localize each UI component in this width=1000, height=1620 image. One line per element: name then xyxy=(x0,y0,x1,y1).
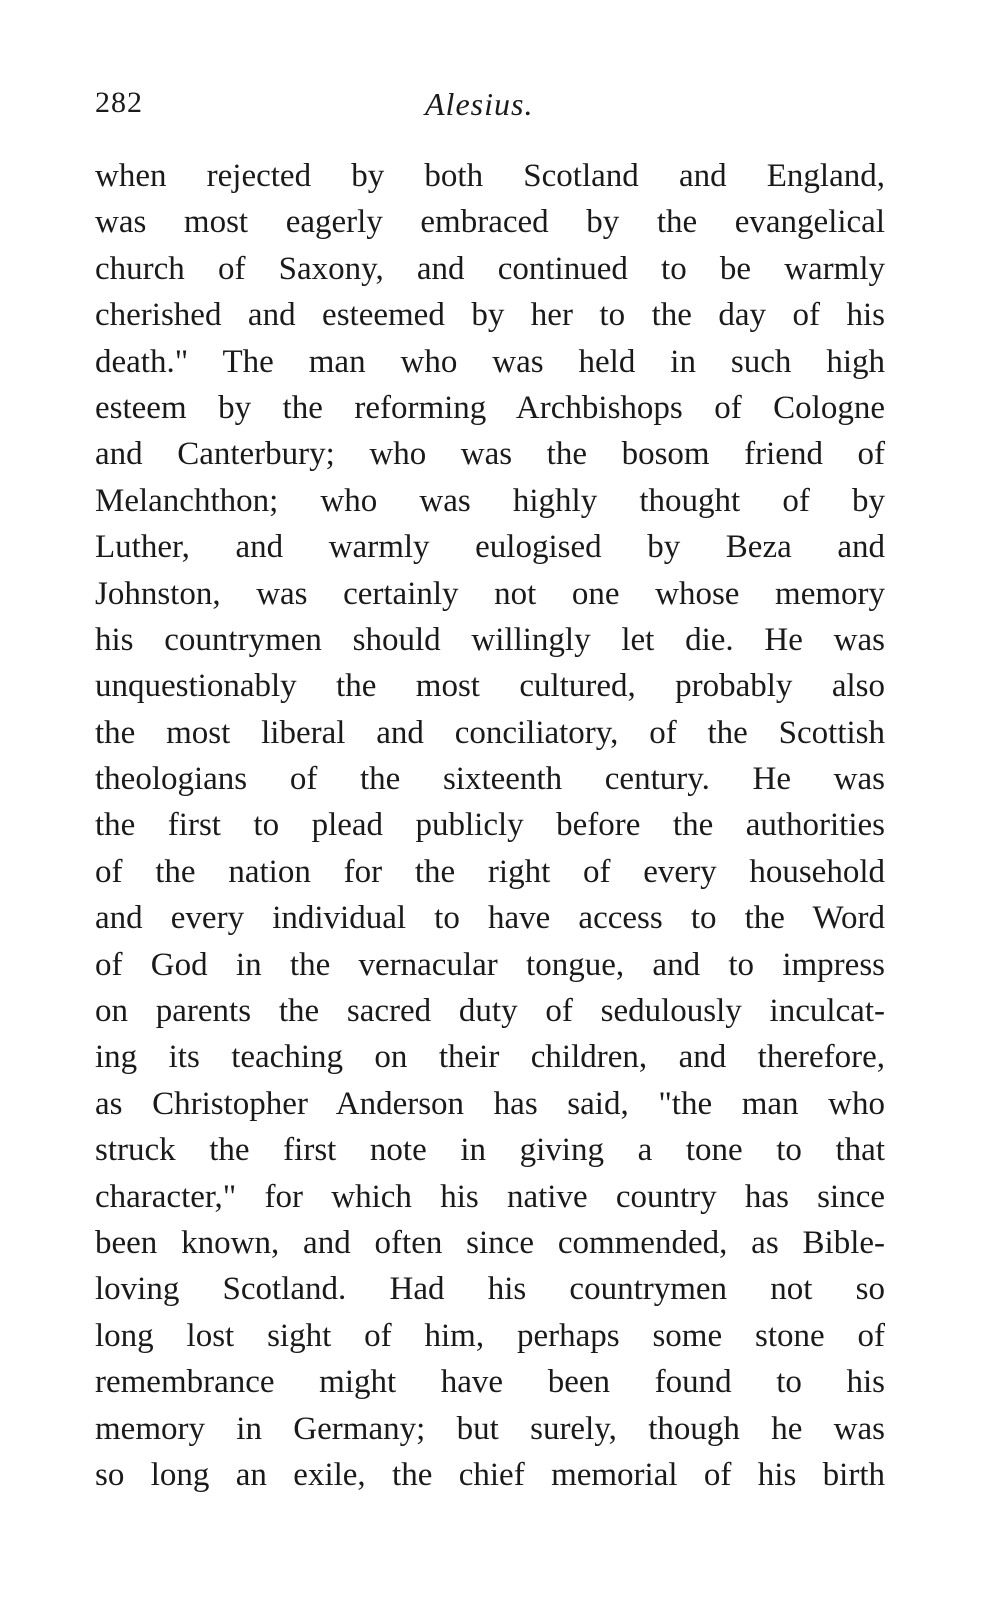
text-line: long lost sight of him, perhaps some stone of xyxy=(95,1317,885,1354)
text-line: the first to plead publicly before the authorities xyxy=(95,807,885,844)
text-line: when rejected by both Scotland and England, xyxy=(95,158,885,194)
text-line: on parents the sacred duty of sedulously inculcat- xyxy=(95,993,885,1030)
text-line: of the nation for the right of every household xyxy=(95,853,885,890)
text-line: Johnston, was certainly not one whose memory xyxy=(95,575,885,612)
text-line: memory in Germany; but surely, though he was xyxy=(95,1410,885,1447)
text-line: Luther, and warmly eulogised by Beza and xyxy=(95,529,885,566)
text-line: cherished and esteemed by her to the day of his xyxy=(95,297,885,334)
text-line: as Christopher Anderson has said, "the man who xyxy=(95,1085,885,1122)
text-line: church of Saxony, and continued to be warmly xyxy=(95,250,885,287)
text-line: and Canterbury; who was the bosom friend of xyxy=(95,436,885,473)
text-line: character," for which his native country has since xyxy=(95,1178,885,1215)
page-number: 282 xyxy=(95,86,143,119)
text-line: been known, and often since commended, as Bible- xyxy=(95,1224,885,1261)
text-line: his countrymen should willingly let die. He was xyxy=(95,621,885,658)
page-header xyxy=(95,86,885,134)
text-line: remembrance might have been found to his xyxy=(95,1364,885,1401)
running-head: Alesius. xyxy=(425,86,534,122)
text-line: the most liberal and conciliatory, of the Scottish xyxy=(95,714,885,751)
text-line: so long an exile, the chief memorial of his birth xyxy=(95,1456,885,1493)
text-line: death." The man who was held in such high xyxy=(95,343,885,380)
text-line: was most eagerly embraced by the evangelical xyxy=(95,204,885,241)
text-line: ing its teaching on their children, and therefore, xyxy=(95,1039,885,1076)
text-line: struck the first note in giving a tone to that xyxy=(95,1132,885,1169)
text-line: Melanchthon; who was highly thought of by xyxy=(95,482,885,519)
text-line: unquestionably the most cultured, probably also xyxy=(95,668,885,705)
text-line: of God in the vernacular tongue, and to impress xyxy=(95,946,885,983)
text-line: esteem by the reforming Archbishops of Cologne xyxy=(95,389,885,426)
text-line: loving Scotland. Had his countrymen not so xyxy=(95,1271,885,1308)
body-text xyxy=(95,153,885,1498)
text-line: and every individual to have access to the Word xyxy=(95,900,885,937)
text-line: theologians of the sixteenth century. He was xyxy=(95,761,885,798)
